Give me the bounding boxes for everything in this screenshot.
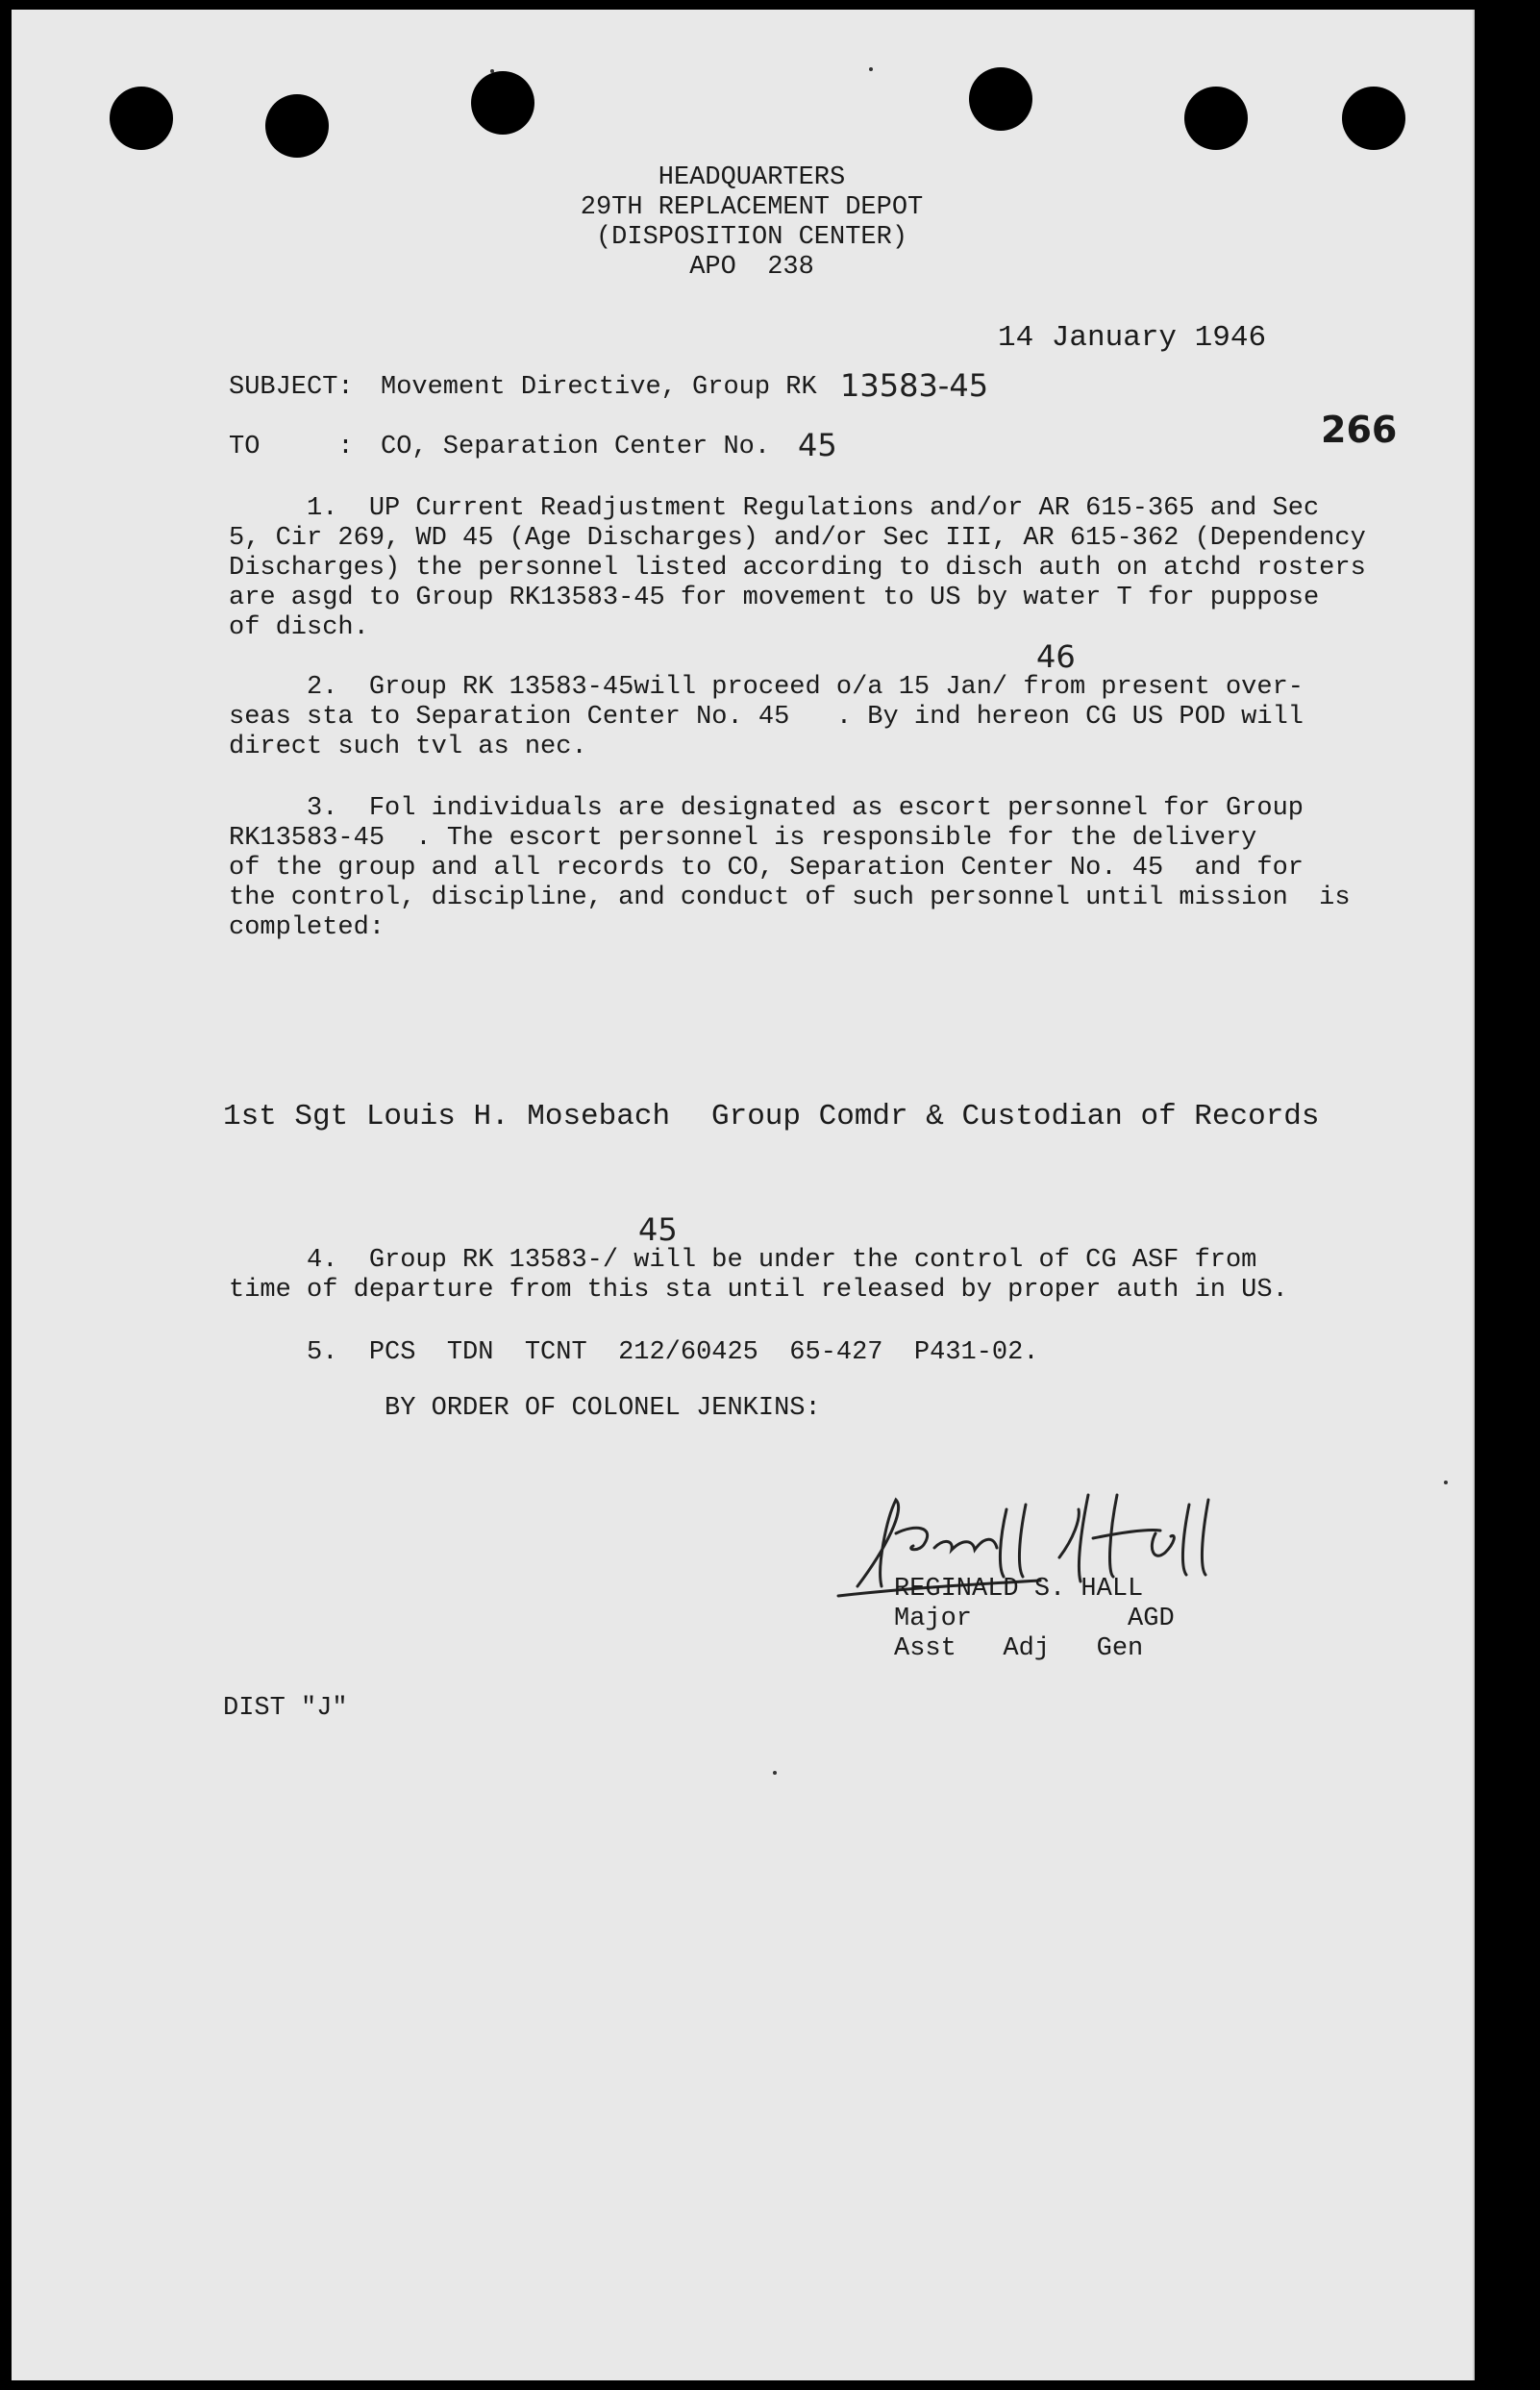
subject-text: Movement Directive, Group RK (381, 373, 817, 402)
p1-line-1: 1. UP Current Readjustment Regulations and/or AR 615-365 and Sec (229, 494, 1320, 523)
page-number: 266 (1321, 409, 1398, 451)
p4-line-2: time of departure from this sta until released by proper auth in US. (229, 1276, 1288, 1305)
signature-rank: Major AGD (894, 1605, 1175, 1633)
punch-hole (265, 94, 329, 158)
p4-line-1: 4. Group RK 13583-/ will be under the control of CG ASF from (229, 1246, 1257, 1275)
p3-line-5: completed: (229, 913, 385, 942)
header-line-4: APO 238 (689, 253, 814, 282)
to-center: 45 (798, 427, 837, 463)
p2-line-1: 2. Group RK 13583-45will proceed o/a 15 Jan/ from present over- (229, 673, 1304, 702)
escort-name: 1st Sgt Louis H. Mosebach (223, 1100, 671, 1133)
punch-hole (1342, 87, 1405, 150)
header-line-2: 29TH REPLACEMENT DEPOT (580, 193, 924, 222)
p3-line-2: RK13583-45 . The escort personnel is responsible for the delivery (229, 824, 1257, 853)
to-text: CO, Separation Center No. (381, 433, 771, 461)
p2-line-2: seas sta to Separation Center No. 45 . By ind hereon CG US POD will (229, 703, 1304, 732)
p1-line-3: Discharges) the personnel listed according to disch auth on atchd rosters (229, 554, 1366, 583)
by-order-line: BY ORDER OF COLONEL JENKINS: (229, 1394, 821, 1423)
escort-role: Group Comdr & Custodian of Records (711, 1100, 1320, 1133)
signature-title: Asst Adj Gen (894, 1634, 1144, 1663)
to-label: TO : (229, 433, 354, 461)
document-page (12, 10, 1475, 2380)
p1-line-2: 5, Cir 269, WD 45 (Age Discharges) and/or Sec III, AR 615-362 (Dependency (229, 524, 1366, 553)
subject-label: SUBJECT: (229, 373, 354, 402)
p2-year-insert: 46 (1036, 638, 1076, 675)
p3-line-3: of the group and all records to CO, Separation Center No. 45 and for (229, 854, 1304, 883)
scan-border (1480, 0, 1540, 2390)
signature-name: REGINALD S. HALL (894, 1575, 1144, 1604)
header-line-1: HEADQUARTERS (658, 163, 846, 192)
header-line-3: (DISPOSITION CENTER) (595, 223, 908, 252)
punch-hole (1184, 87, 1248, 150)
p2-line-3: direct such tvl as nec. (229, 733, 587, 761)
p1-line-4: are asgd to Group RK13583-45 for movement to US by water T for puppose (229, 584, 1320, 612)
document-date: 14 January 1946 (998, 321, 1267, 355)
punch-hole (110, 87, 173, 150)
p3-line-4: the control, discipline, and conduct of such personnel until mission is (229, 884, 1351, 912)
punch-hole (471, 71, 534, 135)
distribution: DIST "J" (223, 1694, 348, 1723)
p3-line-1: 3. Fol individuals are designated as escort personnel for Group (229, 794, 1304, 823)
p5-line: 5. PCS TDN TCNT 212/60425 65-427 P431-02. (229, 1338, 1039, 1367)
subject-group: 13583-45 (840, 367, 989, 404)
p1-line-5: of disch. (229, 613, 369, 642)
punch-hole (969, 67, 1032, 131)
p4-insert: 45 (638, 1211, 678, 1248)
